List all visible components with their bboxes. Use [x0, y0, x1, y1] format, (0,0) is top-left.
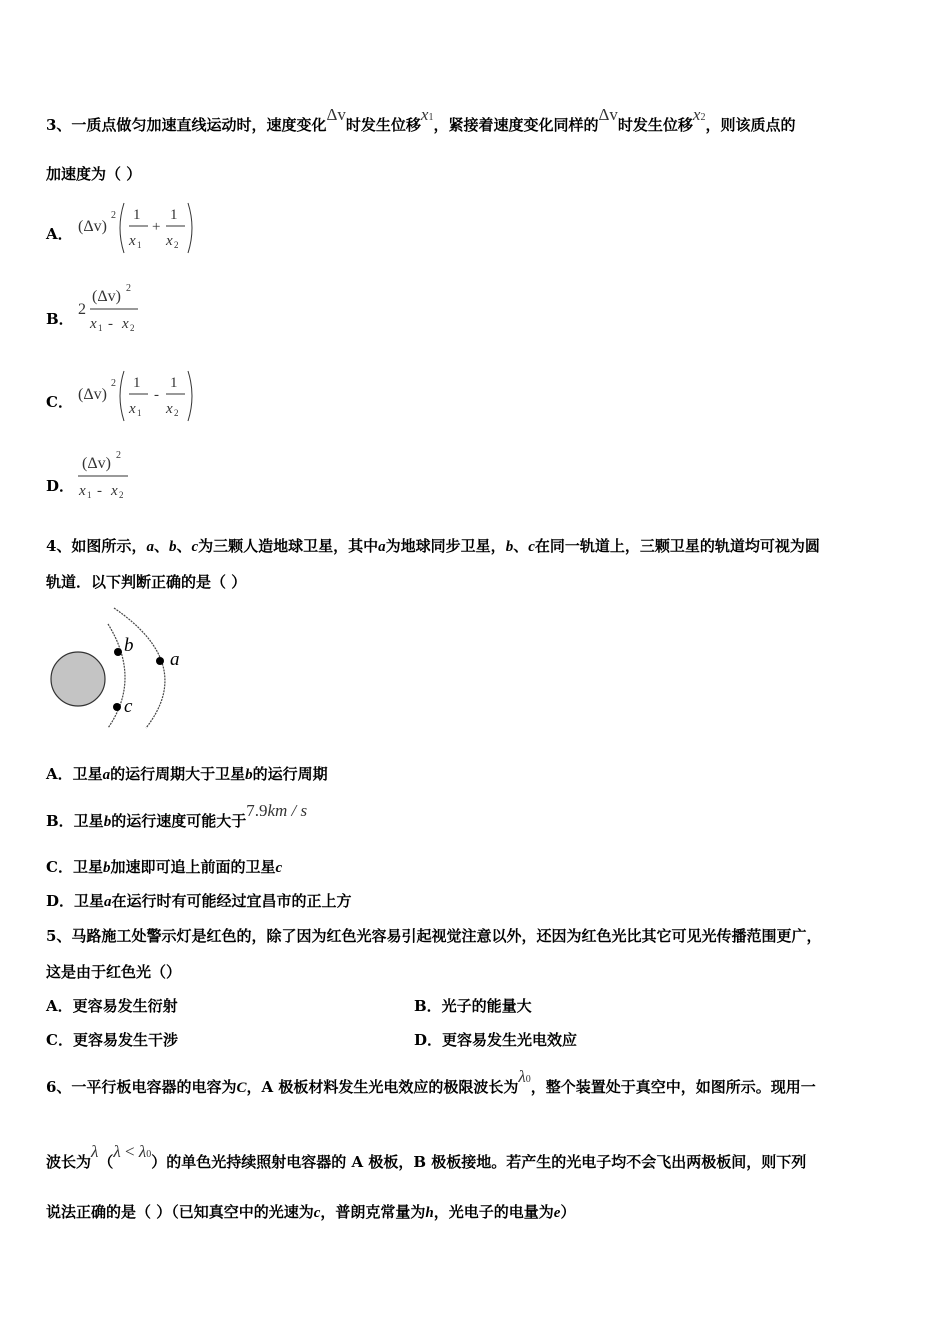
- fa-s-1: 1: [137, 240, 142, 250]
- q4-text-4: 在同一轨道上，三颗卫星的轨道均可视为圆: [534, 537, 820, 555]
- q3-text-5: ，则该质点的: [705, 116, 796, 134]
- q4-sep-3: 、: [513, 537, 529, 555]
- q3-option-d-label: D．: [46, 477, 75, 495]
- fb-dv: (Δv): [92, 288, 121, 305]
- q3-line1: [46, 105, 796, 138]
- satellite-a-dot: [156, 657, 164, 665]
- q3-option-d-formula: [78, 450, 148, 510]
- q5-line1: 5、马路施工处警示灯是红色的，除了因为红色光容易引起视觉注意以外，还因为红色光比其它可见光传播范围更广，: [46, 927, 822, 945]
- q4-sep-2: 、: [176, 537, 192, 555]
- fa-x-2: x: [166, 233, 173, 249]
- q4-optA-mid: 的运行周期大于卫星: [110, 765, 246, 783]
- q4-c: c: [191, 539, 199, 555]
- q6-h: h: [425, 1205, 434, 1221]
- q3-option-a-formula: [78, 200, 208, 260]
- fc-right-paren: [188, 371, 192, 421]
- q4-optC-prefix: C．卫星: [46, 858, 103, 876]
- q6-lambda: λ: [91, 1142, 99, 1161]
- q4-line1: [46, 536, 820, 557]
- fd-x2: x: [111, 483, 118, 499]
- q4-figure: [46, 604, 196, 734]
- outer-orbit: [114, 608, 165, 728]
- q3-x2-sub: 2: [700, 112, 706, 123]
- q4-b: b: [168, 539, 177, 555]
- fc-x-2: x: [166, 401, 173, 417]
- fb-two: 2: [78, 301, 86, 318]
- q4-optA-b: b: [245, 767, 253, 783]
- q5-line2: 这是由于红色光（）: [46, 963, 182, 981]
- q4-optB-mid: 的运行速度可能大于: [111, 812, 247, 830]
- satellite-c-label: c: [124, 696, 133, 717]
- q5-option-b: B．光子的能量大: [414, 997, 532, 1015]
- satellite-a-label: a: [170, 649, 180, 670]
- fd-x1: x: [79, 483, 86, 499]
- fb-minus: -: [108, 316, 113, 332]
- fd-minus: -: [97, 483, 102, 499]
- q4-b-2: b: [505, 539, 514, 555]
- q6-text-5: 的单色光持续照射电容器的 A 极板，B 极板接地。若产生的光电子均不会飞出两极板间，则下列: [166, 1153, 807, 1171]
- q5-option-c: C．更容易发生干涉: [46, 1031, 178, 1049]
- fc-s-2: 2: [174, 408, 179, 418]
- q3-line2: 加速度为（ ）: [46, 165, 142, 183]
- q3-delta-v-2: Δv: [598, 105, 618, 124]
- fa-one-1: 1: [133, 207, 141, 223]
- fc-sq: 2: [111, 378, 116, 389]
- q6-c: c: [313, 1205, 321, 1221]
- fb-x2: x: [122, 316, 129, 332]
- q3-option-c-svg: [78, 368, 208, 424]
- q4-optC-mid: 加速即可追上前面的卫星: [110, 858, 276, 876]
- q6-paren-close: ）: [151, 1153, 167, 1171]
- q4-option-d: [46, 891, 352, 912]
- q6-paren-open: （: [98, 1153, 114, 1171]
- fb-sq: 2: [126, 283, 131, 294]
- q3-x1: x: [420, 105, 429, 124]
- q3-x2: x: [692, 105, 701, 124]
- q4-optB-b: b: [103, 814, 112, 830]
- q6-lambda0-sub: 0: [525, 1074, 531, 1085]
- q4-optC-c: c: [275, 860, 283, 876]
- fd-sq: 2: [116, 450, 121, 461]
- fc-left-paren: [120, 371, 124, 421]
- q3-option-d-svg: [78, 450, 148, 506]
- q4-text-3: 为地球同步卫星，: [385, 537, 506, 555]
- q3-option-c-label: C．: [46, 393, 73, 411]
- q3-delta-v-1: Δv: [326, 105, 346, 124]
- satellite-c-dot: [113, 703, 121, 711]
- fb-s2: 2: [130, 323, 135, 333]
- fa-dv: (Δv): [78, 218, 107, 235]
- q4-optB-prefix: B．卫星: [46, 812, 104, 830]
- q4-optD-mid: 在运行时有可能经过宜昌市的正上方: [111, 892, 352, 910]
- q4-optA-a: a: [102, 767, 111, 783]
- fa-one-2: 1: [170, 207, 178, 223]
- q4-optA-end: 的运行周期: [252, 765, 328, 783]
- q6-lambda0-cmp: λ: [138, 1142, 147, 1161]
- q3-option-a-svg: [78, 200, 208, 256]
- q6-line3: [46, 1202, 575, 1223]
- q5-option-d: D．更容易发生光电效应: [414, 1031, 578, 1049]
- q4-option-c: [46, 857, 282, 878]
- q4-text-1: 4、如图所示，: [46, 537, 147, 555]
- q4-option-b: [46, 801, 308, 832]
- inner-orbit: [108, 624, 125, 728]
- q6-text-7: ，普朗克常量为: [320, 1203, 426, 1221]
- q3-text-1: 3、一质点做匀加速直线运动时，速度变化: [46, 116, 327, 134]
- fa-x-1: x: [129, 233, 136, 249]
- q6-text-9: ）: [560, 1203, 576, 1221]
- q4-optB-speed-wrap: [246, 801, 307, 820]
- q4-a: a: [146, 539, 154, 555]
- fa-plus: +: [152, 219, 161, 235]
- q4-optB-per-s: / s: [287, 801, 308, 820]
- fa-right-paren: [188, 203, 192, 253]
- q6-text-6: 说法正确的是（ ）（已知真空中的光速为: [46, 1203, 314, 1221]
- q6-text-8: ，光电子的电量为: [433, 1203, 554, 1221]
- q4-optB-speed: 7.9: [246, 801, 268, 820]
- fb-x1: x: [90, 316, 97, 332]
- fc-s-1: 1: [137, 408, 142, 418]
- fc-one-1: 1: [133, 375, 141, 391]
- q6-text-4: 波长为: [46, 1153, 92, 1171]
- q3-option-b-svg: [78, 283, 158, 339]
- q4-optD-a: a: [104, 894, 112, 910]
- q6-e: e: [553, 1205, 561, 1221]
- q4-optA-prefix: A．卫星: [46, 765, 103, 783]
- q3-option-a-label: A．: [46, 225, 73, 243]
- q3-option-c-formula: [78, 368, 208, 428]
- q4-a-2: a: [378, 539, 386, 555]
- q3-option-b-formula: [78, 283, 158, 343]
- q4-text-2: 为三颗人造地球卫星，其中: [198, 537, 379, 555]
- fa-left-paren: [120, 203, 124, 253]
- q6-lambda0-cmp-sub: 0: [146, 1149, 152, 1160]
- q3-option-b-label: B．: [46, 310, 74, 328]
- q4-c-2: c: [528, 539, 535, 555]
- fc-x-1: x: [129, 401, 136, 417]
- q6-text-2: ，A 极板材料发生光电效应的极限波长为: [246, 1078, 519, 1096]
- satellite-b-dot: [114, 648, 122, 656]
- q4-optD-prefix: D．卫星: [46, 892, 105, 910]
- fa-s-2: 2: [174, 240, 179, 250]
- q4-sep-1: 、: [153, 537, 169, 555]
- q6-C: C: [236, 1080, 247, 1096]
- fc-minus: -: [154, 387, 159, 403]
- fd-s1: 1: [87, 490, 92, 500]
- q4-line2: 轨道．以下判断正确的是（ ）: [46, 573, 247, 591]
- earth-circle: [51, 652, 105, 706]
- q5-option-a: A．更容易发生衍射: [46, 997, 178, 1015]
- q6-lambda-cmp: λ: [113, 1142, 121, 1161]
- q6-line2: [46, 1142, 807, 1175]
- fd-s2: 2: [119, 490, 124, 500]
- q3-text-3: ，紧接着速度变化同样的: [433, 116, 599, 134]
- q6-text-1: 6、一平行板电容器的电容为: [46, 1078, 237, 1096]
- satellite-diagram: [46, 604, 196, 730]
- q6-text-3: ，整个装置处于真空中，如图所示。现用一: [530, 1078, 816, 1096]
- fb-s1: 1: [98, 323, 103, 333]
- q3-text-2: 时发生位移: [345, 116, 421, 134]
- q4-optC-b: b: [102, 860, 111, 876]
- q6-lambda0: λ: [518, 1067, 526, 1086]
- q6-line1: [46, 1067, 816, 1100]
- fc-dv: (Δv): [78, 386, 107, 403]
- fc-one-2: 1: [170, 375, 178, 391]
- satellite-b-label: b: [124, 635, 134, 656]
- q3-text-4: 时发生位移: [617, 116, 693, 134]
- q4-option-a: [46, 764, 328, 785]
- q6-lt: <: [125, 1142, 135, 1161]
- fd-dv: (Δv): [82, 455, 111, 472]
- q3-x1-sub: 1: [428, 112, 434, 123]
- fa-sq: 2: [111, 210, 116, 221]
- q4-optB-km: km: [267, 801, 288, 820]
